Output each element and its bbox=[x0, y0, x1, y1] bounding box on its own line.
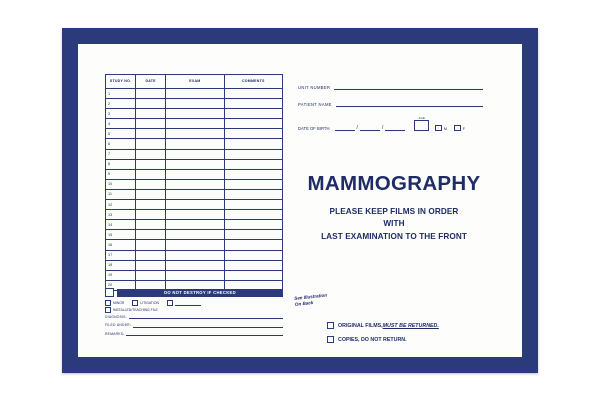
line-label: REMARKS: bbox=[105, 331, 125, 336]
cell-date[interactable] bbox=[136, 270, 166, 280]
table-header-row bbox=[106, 75, 283, 89]
cell-exam[interactable] bbox=[166, 260, 224, 270]
row-number: 18 bbox=[106, 260, 136, 270]
line-label: DIAGNOSIS: bbox=[105, 315, 127, 319]
checkbox-teaching-file[interactable] bbox=[105, 307, 158, 313]
row-number: 13 bbox=[106, 210, 136, 220]
cell-exam[interactable] bbox=[166, 240, 224, 250]
envelope-face bbox=[78, 44, 522, 357]
table-row bbox=[106, 179, 283, 189]
row-number: 15 bbox=[106, 230, 136, 240]
cell-exam[interactable] bbox=[166, 149, 224, 159]
do-not-destroy-row bbox=[105, 288, 283, 297]
cell-comments[interactable] bbox=[224, 250, 282, 260]
dob-month-rule[interactable] bbox=[335, 129, 355, 131]
checkbox-label: M bbox=[443, 125, 448, 131]
patient-fields bbox=[298, 86, 483, 131]
table-row bbox=[106, 189, 283, 199]
table-row bbox=[106, 260, 283, 270]
column-header-exam: EXAM bbox=[166, 75, 224, 89]
checkbox-square[interactable] bbox=[327, 336, 334, 343]
field-patient-name bbox=[298, 103, 483, 107]
field-input-rule[interactable] bbox=[336, 105, 483, 107]
line-diagnosis bbox=[105, 316, 283, 319]
cell-date[interactable] bbox=[136, 169, 166, 179]
row-number: 8 bbox=[106, 159, 136, 169]
checkbox-square[interactable] bbox=[132, 300, 138, 306]
table-row bbox=[106, 99, 283, 109]
row-number: 3 bbox=[106, 109, 136, 119]
column-header-study-no: STUDY NO. bbox=[106, 75, 136, 89]
cell-exam[interactable] bbox=[166, 119, 224, 129]
cell-date[interactable] bbox=[136, 99, 166, 109]
row-number: 19 bbox=[106, 270, 136, 280]
checkbox-label: F bbox=[462, 125, 466, 131]
table-row bbox=[106, 159, 283, 169]
dob-year-rule[interactable] bbox=[385, 129, 405, 131]
do-not-destroy-label: DO NOT DESTROY IF CHECKED bbox=[117, 289, 283, 297]
checkbox-square[interactable] bbox=[454, 125, 461, 132]
table-row bbox=[106, 89, 283, 99]
age-box[interactable] bbox=[414, 116, 429, 131]
field-label: UNIT NUMBER bbox=[298, 85, 331, 90]
study-log-table bbox=[105, 74, 283, 291]
subtitle-line-3: LAST EXAMINATION TO THE FRONT bbox=[321, 231, 467, 241]
dob-slash-1: / bbox=[356, 125, 358, 132]
left-bottom-lines bbox=[105, 316, 283, 341]
left-checkbox-row-1 bbox=[105, 300, 283, 306]
cell-comments[interactable] bbox=[224, 129, 282, 139]
cell-comments[interactable] bbox=[224, 270, 282, 280]
table-row bbox=[106, 210, 283, 220]
cell-date[interactable] bbox=[136, 200, 166, 210]
cell-comments[interactable] bbox=[224, 159, 282, 169]
cell-date[interactable] bbox=[136, 109, 166, 119]
cell-date[interactable] bbox=[136, 159, 166, 169]
field-unit-number bbox=[298, 86, 483, 90]
checkbox-original-films[interactable] bbox=[327, 322, 439, 329]
cell-date[interactable] bbox=[136, 149, 166, 159]
checkbox-square[interactable] bbox=[327, 322, 334, 329]
row-number: 2 bbox=[106, 99, 136, 109]
cell-comments[interactable] bbox=[224, 139, 282, 149]
line-rule[interactable] bbox=[126, 334, 283, 336]
cell-exam[interactable] bbox=[166, 179, 224, 189]
cell-date[interactable] bbox=[136, 189, 166, 199]
cell-exam[interactable] bbox=[166, 129, 224, 139]
table-row bbox=[106, 200, 283, 210]
dob-slash-2: / bbox=[381, 125, 384, 132]
checkbox-label-prefix: ORIGINAL FILMS, bbox=[338, 322, 383, 329]
table-row bbox=[106, 119, 283, 129]
row-number: 7 bbox=[106, 149, 136, 159]
column-header-comments: COMMENTS bbox=[224, 75, 282, 89]
cell-exam[interactable] bbox=[166, 230, 224, 240]
table-row bbox=[106, 230, 283, 240]
cell-comments[interactable] bbox=[224, 89, 282, 99]
see-illustration-line-2: On Back bbox=[294, 300, 314, 308]
cell-date[interactable] bbox=[136, 220, 166, 230]
row-number: 20 bbox=[106, 280, 136, 290]
checkbox-minor[interactable] bbox=[105, 300, 124, 306]
subtitle-line-2: WITH bbox=[383, 219, 405, 229]
cell-comments[interactable] bbox=[224, 189, 282, 199]
cell-exam[interactable] bbox=[166, 139, 224, 149]
cell-exam[interactable] bbox=[166, 169, 224, 179]
row-number: 14 bbox=[106, 220, 136, 230]
cell-exam[interactable] bbox=[166, 189, 224, 199]
cell-comments[interactable] bbox=[224, 200, 282, 210]
cell-exam[interactable] bbox=[166, 89, 224, 99]
table-row bbox=[106, 149, 283, 159]
checkbox-litigation[interactable] bbox=[132, 300, 159, 306]
cell-comments[interactable] bbox=[224, 240, 282, 250]
cell-comments[interactable] bbox=[224, 99, 282, 109]
checkbox-sex-male[interactable] bbox=[435, 125, 447, 132]
cell-comments[interactable] bbox=[224, 149, 282, 159]
row-number: 11 bbox=[106, 189, 136, 199]
see-illustration-note bbox=[294, 293, 328, 309]
cell-date[interactable] bbox=[136, 210, 166, 220]
cell-exam[interactable] bbox=[166, 99, 224, 109]
row-number: 5 bbox=[106, 129, 136, 139]
cell-comments[interactable] bbox=[224, 210, 282, 220]
mammography-envelope bbox=[62, 28, 538, 373]
checkbox-label: LITIGATION bbox=[140, 301, 159, 305]
table-row bbox=[106, 220, 283, 230]
left-checkbox-row-2 bbox=[105, 307, 283, 313]
row-number: 17 bbox=[106, 250, 136, 260]
checkbox-label: MINOR bbox=[113, 301, 125, 305]
row-number: 12 bbox=[106, 200, 136, 210]
row-number: 1 bbox=[106, 89, 136, 99]
table-row bbox=[106, 139, 283, 149]
cell-date[interactable] bbox=[136, 250, 166, 260]
line-rule[interactable] bbox=[133, 326, 283, 328]
field-label: PATIENT NAME bbox=[298, 102, 332, 108]
checkbox-copies-do-not-return[interactable] bbox=[327, 336, 439, 343]
table-row bbox=[106, 250, 283, 260]
cell-comments[interactable] bbox=[224, 119, 282, 129]
checkbox-square[interactable] bbox=[167, 300, 173, 306]
cell-date[interactable] bbox=[136, 179, 166, 189]
cell-date[interactable] bbox=[136, 230, 166, 240]
line-remarks bbox=[105, 333, 283, 336]
line-label: FILED UNDER: bbox=[105, 323, 131, 328]
table-row bbox=[106, 109, 283, 119]
table-row bbox=[106, 240, 283, 250]
return-instructions bbox=[327, 322, 439, 350]
table-row bbox=[106, 270, 283, 280]
title-block bbox=[294, 174, 494, 244]
cell-comments[interactable] bbox=[224, 220, 282, 230]
cell-exam[interactable] bbox=[166, 250, 224, 260]
table-row bbox=[106, 129, 283, 139]
cell-date[interactable] bbox=[136, 119, 166, 129]
line-rule[interactable] bbox=[129, 317, 283, 319]
checkbox-label-emphasis: MUST BE RETURNED. bbox=[382, 322, 439, 329]
cell-comments[interactable] bbox=[224, 169, 282, 179]
cell-comments[interactable] bbox=[224, 179, 282, 189]
see-illustration-line-1: See Illustration bbox=[294, 292, 328, 301]
checkbox-square[interactable] bbox=[105, 300, 111, 306]
checkbox-sex-female[interactable] bbox=[454, 125, 465, 132]
cell-exam[interactable] bbox=[166, 109, 224, 119]
checkbox-square[interactable] bbox=[435, 125, 442, 132]
row-number: 16 bbox=[106, 240, 136, 250]
cell-comments[interactable] bbox=[224, 109, 282, 119]
cell-date[interactable] bbox=[136, 240, 166, 250]
cell-date[interactable] bbox=[136, 260, 166, 270]
checkbox-label-prefix: COPIES, DO NOT RETURN. bbox=[338, 336, 407, 343]
cell-comments[interactable] bbox=[224, 230, 282, 240]
row-number: 10 bbox=[106, 179, 136, 189]
cell-exam[interactable] bbox=[166, 270, 224, 280]
cell-exam[interactable] bbox=[166, 200, 224, 210]
cell-exam[interactable] bbox=[166, 210, 224, 220]
field-date-of-birth bbox=[298, 116, 483, 132]
cell-comments[interactable] bbox=[224, 260, 282, 270]
cell-exam[interactable] bbox=[166, 159, 224, 169]
line-filed-under bbox=[105, 324, 283, 327]
cell-date[interactable] bbox=[136, 89, 166, 99]
column-header-date: DATE bbox=[136, 75, 166, 89]
cell-exam[interactable] bbox=[166, 220, 224, 230]
field-label: DATE OF BIRTH bbox=[298, 126, 330, 132]
checkbox-other[interactable] bbox=[167, 300, 201, 306]
cell-date[interactable] bbox=[136, 129, 166, 139]
do-not-destroy-checkbox[interactable] bbox=[105, 288, 114, 297]
cell-date[interactable] bbox=[136, 139, 166, 149]
subtitle-line-1: PLEASE KEEP FILMS IN ORDER bbox=[329, 206, 459, 216]
checkbox-write-in-rule[interactable] bbox=[175, 301, 201, 306]
page-title: MAMMOGRAPHY bbox=[307, 172, 481, 195]
dob-day-rule[interactable] bbox=[360, 129, 380, 131]
row-number: 6 bbox=[106, 139, 136, 149]
field-input-rule[interactable] bbox=[334, 88, 483, 90]
table-row bbox=[106, 169, 283, 179]
checkbox-label: INSTALLED/TEACHING FILE bbox=[113, 308, 158, 312]
row-number: 9 bbox=[106, 169, 136, 179]
checkbox-square[interactable] bbox=[105, 307, 111, 313]
row-number: 4 bbox=[106, 119, 136, 129]
age-label: AGE bbox=[418, 116, 426, 121]
